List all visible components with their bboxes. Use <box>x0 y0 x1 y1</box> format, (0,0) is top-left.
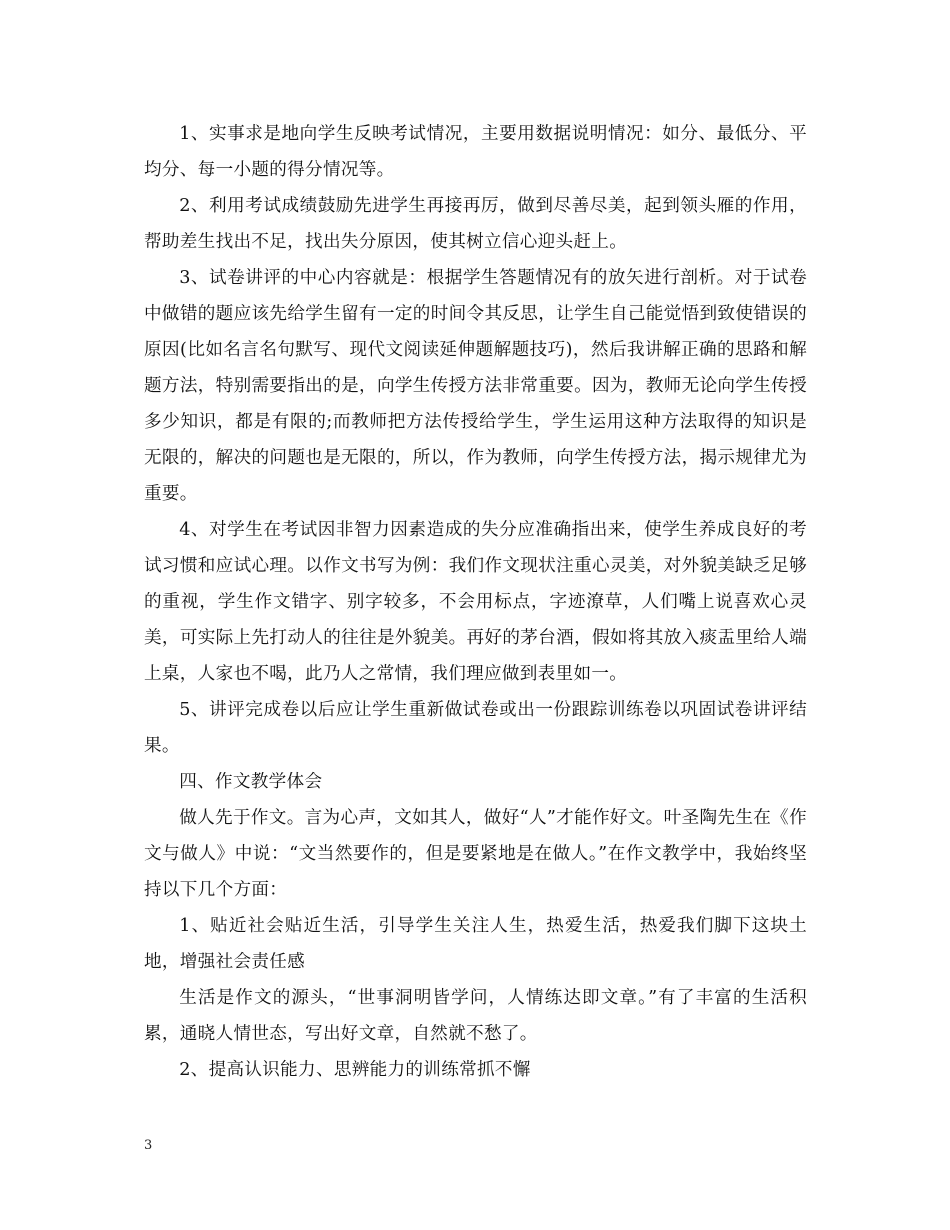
paragraph-retest: 5、讲评完成卷以后应让学生重新做试卷或出一份跟踪训练卷以巩固试卷讲评结果。 <box>144 700 807 756</box>
paragraph-writing-and-character: 做人先于作文。言为心声，文如其人，做好“人”才能作好文。叶圣陶先生在《作文与做人》中说：“文当然要作的，但是要紧地是在做人。”在作文教学中，我始终坚持以下几个方面： <box>144 808 807 900</box>
paragraph-close-to-life: 1、贴近社会贴近生活，引导学生关注人生，热爱生活，热爱我们脚下这块土地，增强社会责任感 <box>144 916 807 972</box>
paragraph-exam-review-core: 3、试卷讲评的中心内容就是：根据学生答题情况有的放矢进行剖析。对于试卷中做错的题应该先给学生留有一定的时间令其反思，让学生自己能觉悟到致使错误的原因(比如名言名句默写、现代文阅读延伸题解题技巧)，然后我讲解正确的思路和解题方法，特别需要指出的是，向学生传授方法非常重要。因为，教师无论向学生传授多少知识，都是有限的;而教师把方法传授给学生，学生运用这种方法取得的知识是无限的，解决的问题也是无限的，所以，作为教师，向学生传授方法，揭示规律尤为重要。 <box>144 268 807 504</box>
paragraph-critical-thinking: 2、提高认识能力、思辨能力的训练常抓不懈 <box>179 1060 531 1080</box>
paragraph-non-intellectual-errors: 4、对学生在考试因非智力因素造成的失分应准确指出来，使学生养成良好的考试习惯和应试心理。以作文书写为例：我们作文现状注重心灵美，对外貌美缺乏足够的重视，学生作文错字、别字较多，不会用标点，字迹潦草，人们嘴上说喜欢心灵美，可实际上先打动人的往往是外貌美。再好的茅台酒，假如将其放入痰盂里给人端上桌，人家也不喝，此乃人之常情，我们理应做到表里如一。 <box>144 520 807 684</box>
section-heading-writing-teaching: 四、作文教学体会 <box>179 772 323 792</box>
paragraph-exam-feedback: 1、实事求是地向学生反映考试情况，主要用数据说明情况：如分、最低分、平均分、每一小题的得分情况等。 <box>144 124 807 180</box>
body-text <box>144 116 807 1088</box>
paragraph-life-is-source: 生活是作文的源头，“世事洞明皆学问，人情练达即文章。”有了丰富的生活积累，通晓人情世态，写出好文章，自然就不愁了。 <box>144 988 807 1044</box>
page-number: 3 <box>144 1138 153 1153</box>
paragraph-encourage-students: 2、利用考试成绩鼓励先进学生再接再厉，做到尽善尽美，起到领头雁的作用，帮助差生找出不足，找出失分原因，使其树立信心迎头赶上。 <box>144 196 807 252</box>
